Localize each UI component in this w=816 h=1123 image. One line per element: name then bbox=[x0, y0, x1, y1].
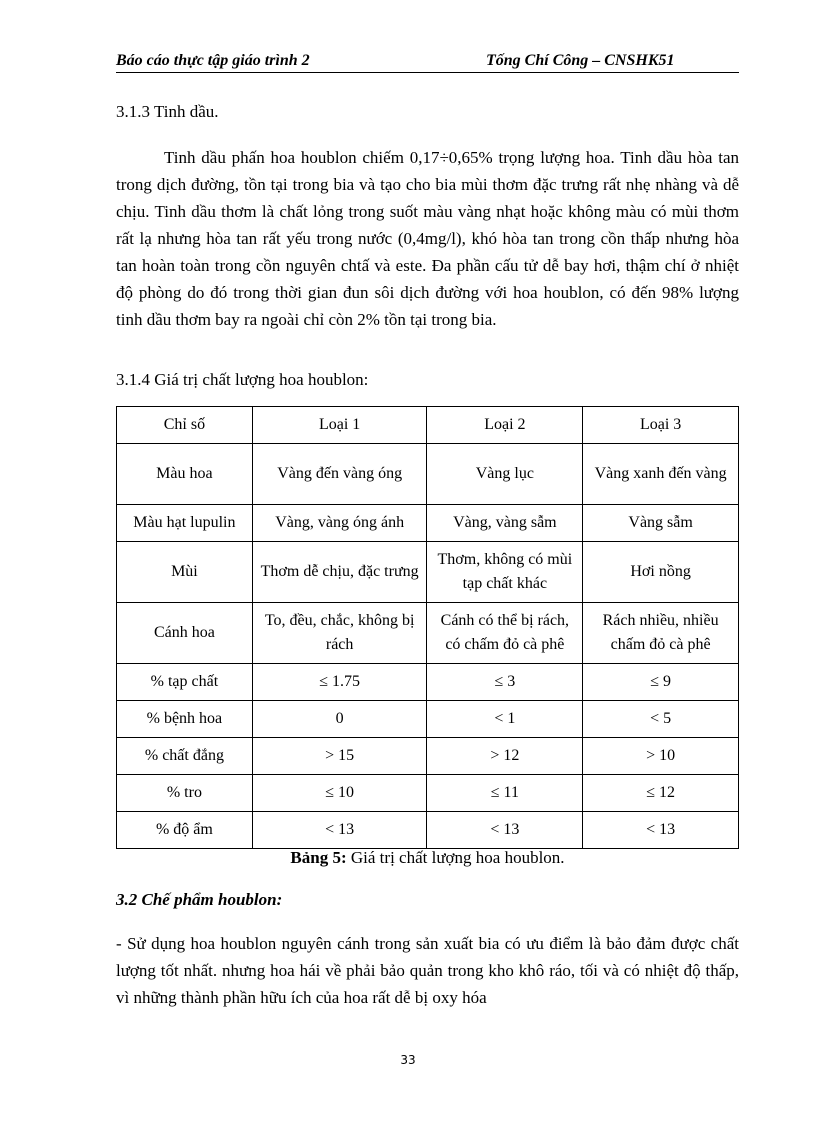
table-cell: Vàng, vàng óng ánh bbox=[252, 505, 427, 542]
table-header-cell: Chỉ số bbox=[117, 407, 253, 444]
table-cell: ≤ 9 bbox=[583, 664, 739, 701]
table-cell: Cánh hoa bbox=[117, 603, 253, 664]
table-cell: % tro bbox=[117, 775, 253, 812]
table-cell: Mùi bbox=[117, 542, 253, 603]
table-cell: ≤ 1.75 bbox=[252, 664, 427, 701]
table-caption bbox=[116, 848, 739, 868]
table-cell: ≤ 11 bbox=[427, 775, 583, 812]
section-title-313: 3.1.3 Tinh dầu. bbox=[116, 102, 219, 121]
table-cell: Vàng xanh đến vàng bbox=[583, 444, 739, 505]
table-row bbox=[117, 444, 739, 505]
table-row bbox=[117, 505, 739, 542]
table-row bbox=[117, 775, 739, 812]
table-row bbox=[117, 812, 739, 849]
table-header-cell: Loại 3 bbox=[583, 407, 739, 444]
header-author: Tống Chí Công – CNSHK51 bbox=[486, 52, 675, 69]
table-header-row bbox=[117, 407, 739, 444]
section-title-32: 3.2 Chế phẩm houblon: bbox=[116, 890, 283, 909]
table-cell: % chất đắng bbox=[117, 738, 253, 775]
table-cell: Thơm dễ chịu, đặc trưng bbox=[252, 542, 427, 603]
table-cell: Vàng lục bbox=[427, 444, 583, 505]
paragraph-essential-oil: Tinh dầu phấn hoa houblon chiếm 0,17÷0,65% trọng lượng hoa. Tinh dầu hòa tan trong dịch đường, tồn tại trong bia và tạo cho bia mùi thơm đặc trưng rất nhẹ nhàng và dễ chịu. Tinh dầu thơm là chất lỏng trong suốt màu vàng nhạt hoặc không màu có mùi thơm rất lạ nhưng hòa tan rất yếu trong nước (0,4mg/l), khó hòa tan trong cồn thấp nhưng hòa tan hoàn toàn trong cồn nguyên chtấ và este. Đa phần cấu tử dễ bay hơi, thậm chí ở nhiệt độ phòng do đó trong thời gian đun sôi dịch đường với hoa houblon, có đến 98% lượng tinh dầu thơm bay ra ngoài chỉ còn 2% tồn tại trong bia. bbox=[116, 148, 739, 329]
table-cell: < 13 bbox=[252, 812, 427, 849]
table-cell: ≤ 12 bbox=[583, 775, 739, 812]
table-cell: > 12 bbox=[427, 738, 583, 775]
paragraph-hop-preparation: - Sử dụng hoa houblon nguyên cánh trong sản xuất bia có ưu điểm là bảo đảm được chất lượng tốt nhất. nhưng hoa hái về phải bảo quản trong kho khô ráo, tối và có nhiệt độ thấp, vì những thành phần hữu ích của hoa rất dễ bị oxy hóa bbox=[116, 934, 739, 1007]
table-row bbox=[117, 664, 739, 701]
table-cell: < 5 bbox=[583, 701, 739, 738]
table-header-cell: Loại 2 bbox=[427, 407, 583, 444]
page-number: 33 bbox=[400, 1053, 416, 1067]
table-cell: < 13 bbox=[583, 812, 739, 849]
table-cell: > 15 bbox=[252, 738, 427, 775]
header-report-title: Báo cáo thực tập giáo trình 2 bbox=[116, 52, 310, 69]
table-cell: Cánh có thể bị rách, có chấm đỏ cà phê bbox=[427, 603, 583, 664]
table-cell: 0 bbox=[252, 701, 427, 738]
section-title-314: 3.1.4 Giá trị chất lượng hoa houblon: bbox=[116, 370, 369, 389]
table-cell: ≤ 10 bbox=[252, 775, 427, 812]
table-cell: ≤ 3 bbox=[427, 664, 583, 701]
table-cell: < 13 bbox=[427, 812, 583, 849]
table-cell: Màu hạt lupulin bbox=[117, 505, 253, 542]
table-row bbox=[117, 542, 739, 603]
table-cell: > 10 bbox=[583, 738, 739, 775]
table-cell: Vàng, vàng sẫm bbox=[427, 505, 583, 542]
table-cell: Màu hoa bbox=[117, 444, 253, 505]
table-cell: Rách nhiều, nhiều chấm đỏ cà phê bbox=[583, 603, 739, 664]
table-cell: Vàng sẫm bbox=[583, 505, 739, 542]
page-header bbox=[116, 52, 739, 73]
table-cell: % bệnh hoa bbox=[117, 701, 253, 738]
table-cell: Vàng đến vàng óng bbox=[252, 444, 427, 505]
table-cell: < 1 bbox=[427, 701, 583, 738]
caption-text: Giá trị chất lượng hoa houblon. bbox=[350, 848, 565, 867]
table-row bbox=[117, 603, 739, 664]
table-row bbox=[117, 738, 739, 775]
table-cell: % độ ẩm bbox=[117, 812, 253, 849]
table-cell: Thơm, không có mùi tạp chất khác bbox=[427, 542, 583, 603]
table-cell: To, đều, chắc, không bị rách bbox=[252, 603, 427, 664]
table-cell: % tạp chất bbox=[117, 664, 253, 701]
table-row bbox=[117, 701, 739, 738]
table-cell: Hơi nồng bbox=[583, 542, 739, 603]
hop-quality-table bbox=[116, 406, 739, 849]
table-header-cell: Loại 1 bbox=[252, 407, 427, 444]
caption-label: Bảng 5: bbox=[290, 848, 347, 867]
